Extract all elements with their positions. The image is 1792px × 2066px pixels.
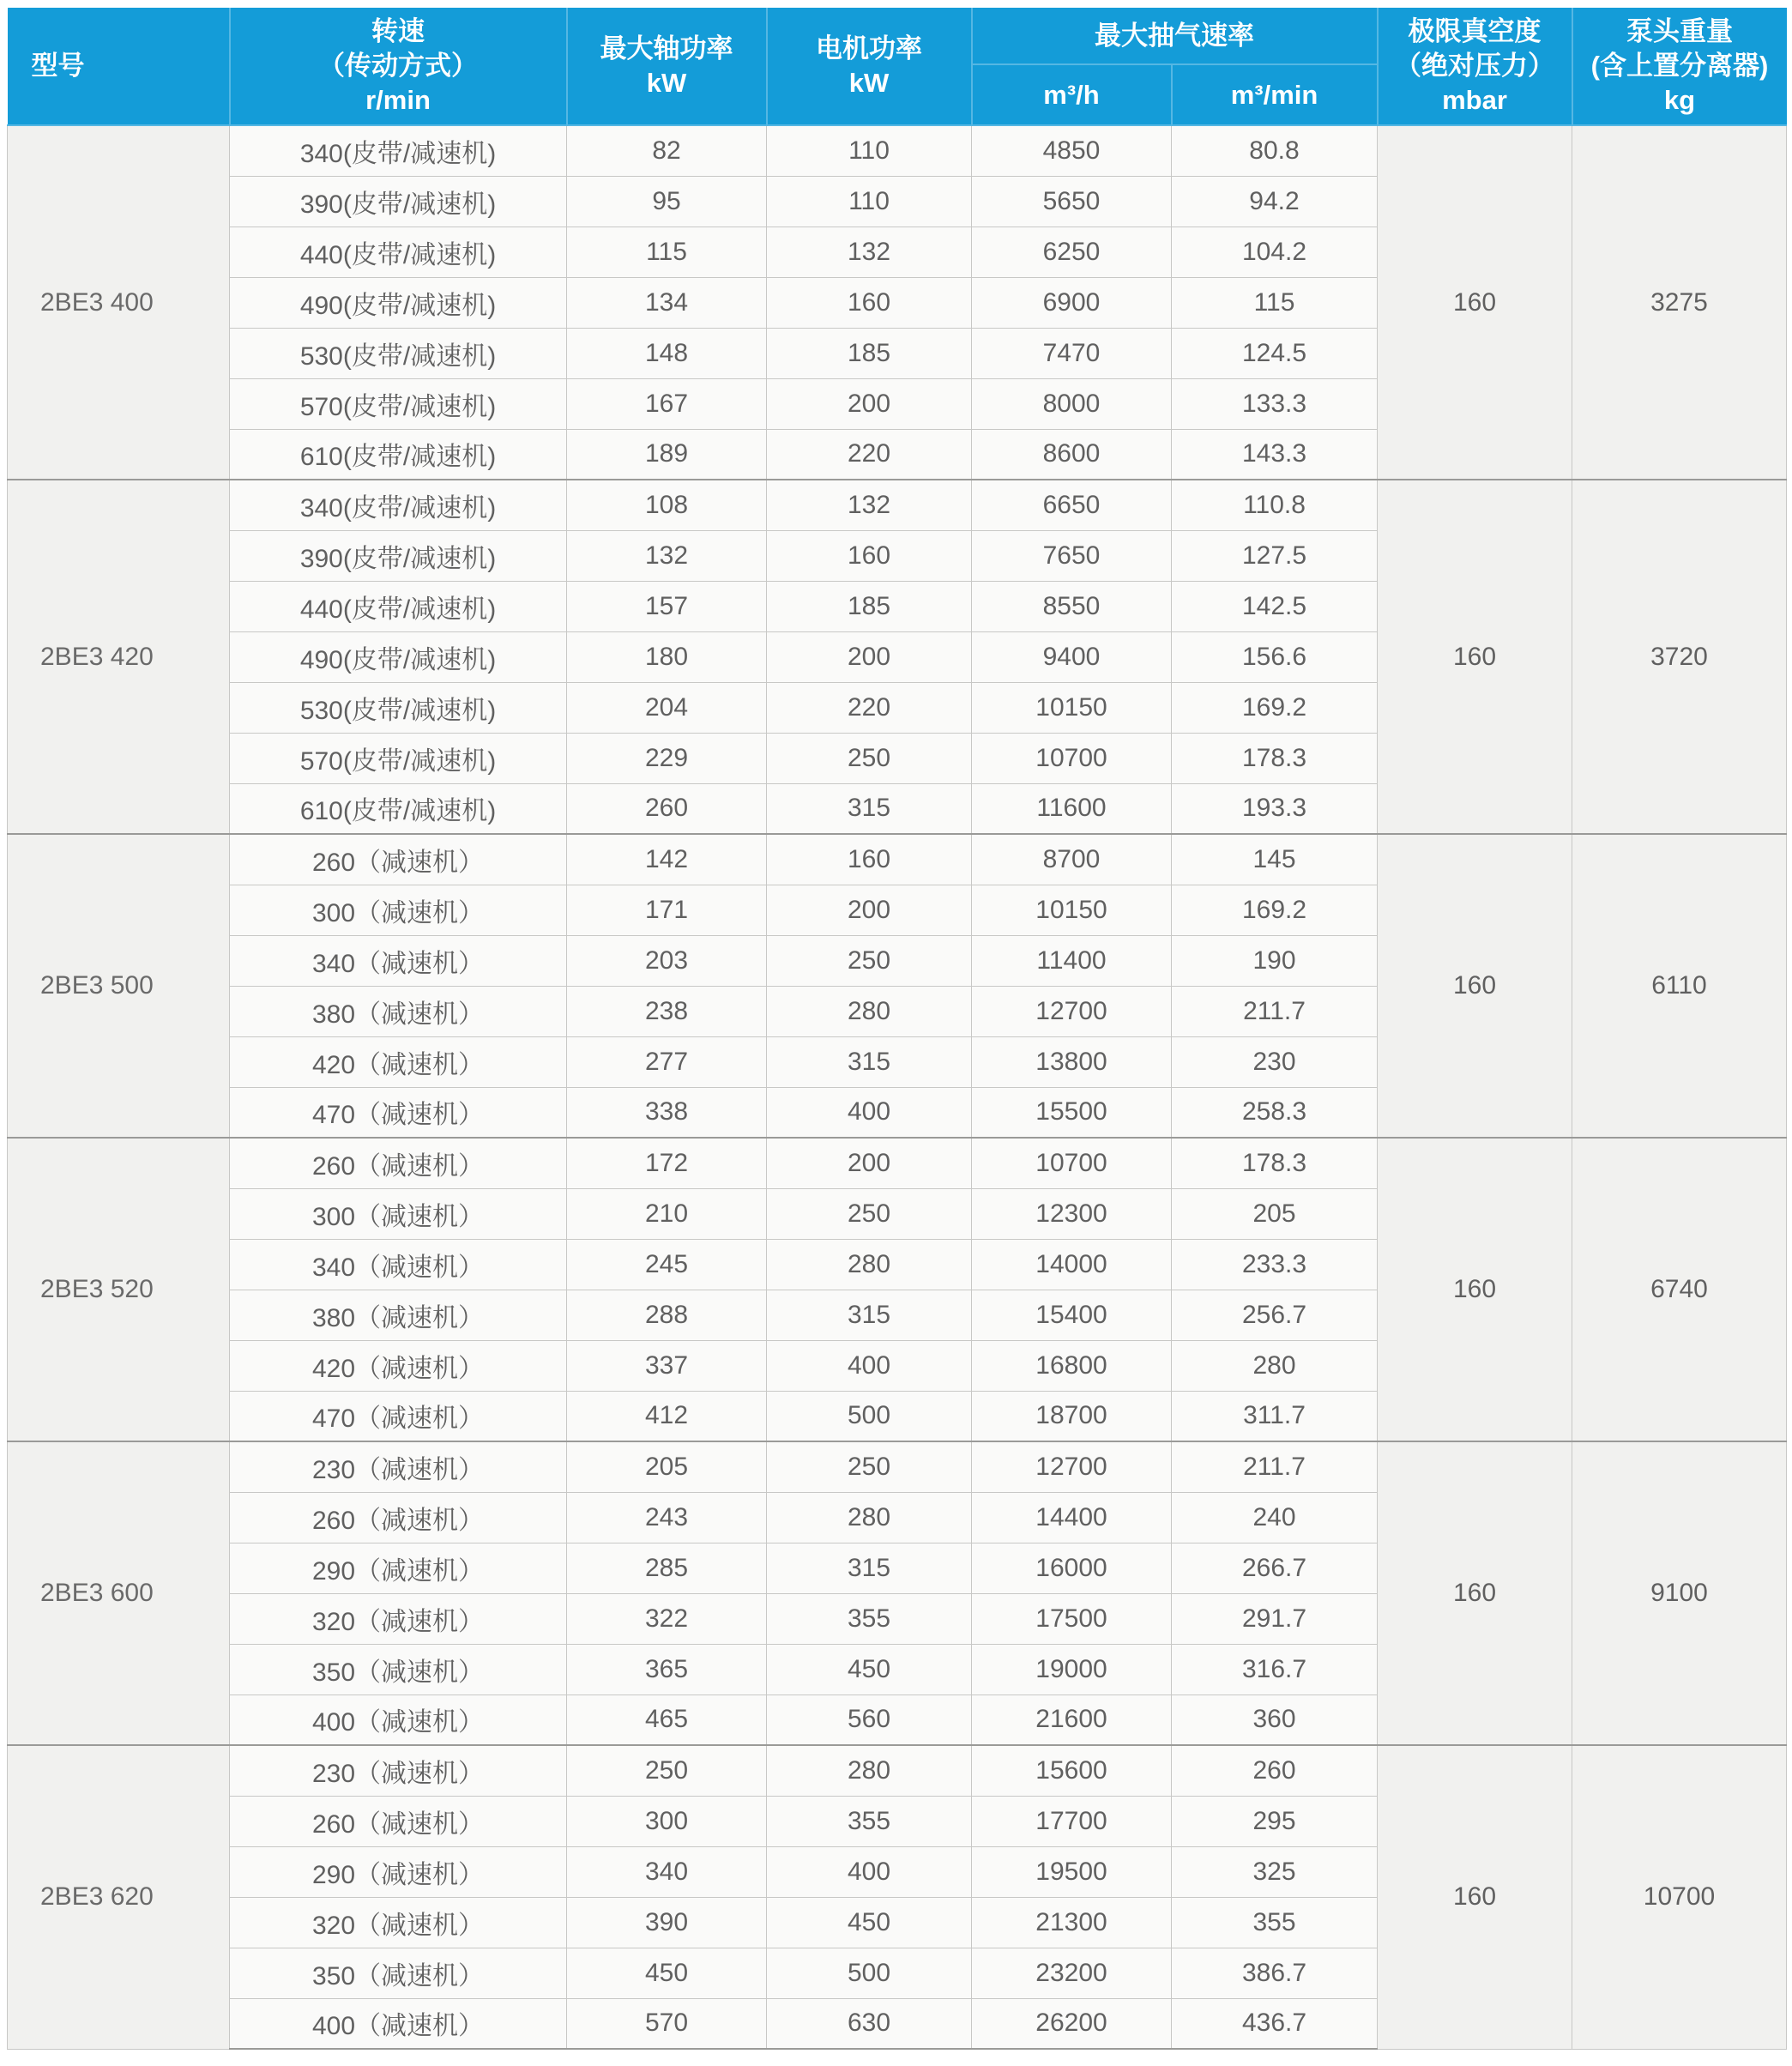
header-speed xyxy=(230,8,567,125)
speed-cell: 570(皮带/减速机) xyxy=(230,733,567,783)
vacuum-cell: 160 xyxy=(1378,1441,1572,1745)
motor-power-cell: 450 xyxy=(767,1644,972,1694)
shaft-power-cell: 95 xyxy=(567,176,767,227)
shaft-power-cell: 229 xyxy=(567,733,767,783)
header-m3min: m³/min xyxy=(1172,64,1378,125)
shaft-power-cell: 337 xyxy=(567,1340,767,1391)
header-pumping-rate: 最大抽气速率 xyxy=(972,8,1378,64)
m3min-cell: 256.7 xyxy=(1172,1290,1378,1340)
speed-cell: 470（减速机） xyxy=(230,1391,567,1441)
speed-cell: 340(皮带/减速机) xyxy=(230,480,567,530)
motor-power-cell: 250 xyxy=(767,1188,972,1239)
speed-cell: 400（减速机） xyxy=(230,1998,567,2049)
motor-power-cell: 250 xyxy=(767,935,972,986)
shaft-power-cell: 82 xyxy=(567,125,767,176)
motor-power-cell: 355 xyxy=(767,1593,972,1644)
m3h-cell: 15500 xyxy=(972,1087,1172,1138)
table-header xyxy=(8,8,1787,125)
m3h-cell: 7470 xyxy=(972,328,1172,378)
motor-power-cell: 400 xyxy=(767,1846,972,1897)
shaft-power-cell: 260 xyxy=(567,783,767,834)
vacuum-cell: 160 xyxy=(1378,834,1572,1138)
m3min-cell: 142.5 xyxy=(1172,581,1378,631)
m3min-cell: 325 xyxy=(1172,1846,1378,1897)
speed-cell: 570(皮带/减速机) xyxy=(230,378,567,429)
m3min-cell: 436.7 xyxy=(1172,1998,1378,2049)
motor-power-cell: 630 xyxy=(767,1998,972,2049)
table-body xyxy=(8,125,1787,2049)
m3min-cell: 80.8 xyxy=(1172,125,1378,176)
motor-power-cell: 315 xyxy=(767,1036,972,1087)
speed-cell: 440(皮带/减速机) xyxy=(230,581,567,631)
speed-cell: 290（减速机） xyxy=(230,1846,567,1897)
m3h-cell: 6900 xyxy=(972,277,1172,328)
m3h-cell: 10150 xyxy=(972,885,1172,935)
speed-cell: 300（减速机） xyxy=(230,885,567,935)
m3min-cell: 311.7 xyxy=(1172,1391,1378,1441)
m3min-cell: 94.2 xyxy=(1172,176,1378,227)
shaft-power-cell: 180 xyxy=(567,631,767,682)
shaft-power-cell: 285 xyxy=(567,1543,767,1593)
m3h-cell: 10700 xyxy=(972,1138,1172,1188)
m3h-cell: 11600 xyxy=(972,783,1172,834)
motor-power-cell: 315 xyxy=(767,1290,972,1340)
motor-power-cell: 132 xyxy=(767,227,972,277)
shaft-power-cell: 205 xyxy=(567,1441,767,1492)
m3min-cell: 133.3 xyxy=(1172,378,1378,429)
table-row xyxy=(8,834,1787,885)
speed-cell: 340(皮带/减速机) xyxy=(230,125,567,176)
speed-cell: 610(皮带/减速机) xyxy=(230,429,567,480)
m3h-cell: 19500 xyxy=(972,1846,1172,1897)
speed-cell: 350（减速机） xyxy=(230,1948,567,1998)
shaft-power-cell: 132 xyxy=(567,530,767,581)
m3min-cell: 124.5 xyxy=(1172,328,1378,378)
m3min-cell: 178.3 xyxy=(1172,733,1378,783)
header-motor-power xyxy=(767,8,972,125)
speed-cell: 260（减速机） xyxy=(230,1796,567,1846)
m3min-cell: 258.3 xyxy=(1172,1087,1378,1138)
motor-power-cell: 200 xyxy=(767,378,972,429)
motor-power-cell: 560 xyxy=(767,1694,972,1745)
spec-table xyxy=(7,8,1787,2050)
m3min-cell: 104.2 xyxy=(1172,227,1378,277)
m3h-cell: 17700 xyxy=(972,1796,1172,1846)
m3h-cell: 6250 xyxy=(972,227,1172,277)
motor-power-cell: 220 xyxy=(767,429,972,480)
m3min-cell: 193.3 xyxy=(1172,783,1378,834)
m3h-cell: 10700 xyxy=(972,733,1172,783)
model-cell: 2BE3 500 xyxy=(8,834,230,1138)
shaft-power-cell: 390 xyxy=(567,1897,767,1948)
shaft-power-cell: 157 xyxy=(567,581,767,631)
motor-power-cell: 200 xyxy=(767,1138,972,1188)
speed-cell: 290（减速机） xyxy=(230,1543,567,1593)
m3h-cell: 8000 xyxy=(972,378,1172,429)
model-cell: 2BE3 400 xyxy=(8,125,230,480)
m3h-cell: 26200 xyxy=(972,1998,1172,2049)
speed-cell: 380（减速机） xyxy=(230,986,567,1036)
speed-cell: 320（减速机） xyxy=(230,1593,567,1644)
motor-power-cell: 315 xyxy=(767,1543,972,1593)
m3min-cell: 230 xyxy=(1172,1036,1378,1087)
shaft-power-cell: 142 xyxy=(567,834,767,885)
shaft-power-cell: 203 xyxy=(567,935,767,986)
shaft-power-cell: 243 xyxy=(567,1492,767,1543)
m3h-cell: 12300 xyxy=(972,1188,1172,1239)
header-shaft-power xyxy=(567,8,767,125)
motor-power-cell: 160 xyxy=(767,530,972,581)
table-row xyxy=(8,480,1787,530)
shaft-power-cell: 570 xyxy=(567,1998,767,2049)
shaft-power-cell: 465 xyxy=(567,1694,767,1745)
speed-cell: 530(皮带/减速机) xyxy=(230,682,567,733)
m3min-cell: 178.3 xyxy=(1172,1138,1378,1188)
m3min-cell: 295 xyxy=(1172,1796,1378,1846)
speed-cell: 490(皮带/减速机) xyxy=(230,631,567,682)
m3min-cell: 291.7 xyxy=(1172,1593,1378,1644)
m3min-cell: 280 xyxy=(1172,1340,1378,1391)
motor-power-cell: 250 xyxy=(767,733,972,783)
m3h-cell: 11400 xyxy=(972,935,1172,986)
motor-power-cell: 160 xyxy=(767,277,972,328)
speed-cell: 400（减速机） xyxy=(230,1694,567,1745)
header-model: 型号 xyxy=(8,8,230,125)
shaft-power-cell: 238 xyxy=(567,986,767,1036)
weight-cell: 6740 xyxy=(1572,1138,1787,1441)
speed-cell: 420（减速机） xyxy=(230,1036,567,1087)
m3h-cell: 6650 xyxy=(972,480,1172,530)
weight-cell: 9100 xyxy=(1572,1441,1787,1745)
shaft-power-cell: 108 xyxy=(567,480,767,530)
m3h-cell: 16800 xyxy=(972,1340,1172,1391)
m3h-cell: 14400 xyxy=(972,1492,1172,1543)
shaft-power-cell: 322 xyxy=(567,1593,767,1644)
speed-cell: 530(皮带/减速机) xyxy=(230,328,567,378)
motor-power-cell: 220 xyxy=(767,682,972,733)
header-speed-line3: r/min xyxy=(365,85,431,115)
m3h-cell: 12700 xyxy=(972,986,1172,1036)
shaft-power-cell: 172 xyxy=(567,1138,767,1188)
model-cell: 2BE3 600 xyxy=(8,1441,230,1745)
header-weight xyxy=(1572,8,1787,125)
shaft-power-cell: 171 xyxy=(567,885,767,935)
speed-cell: 320（减速机） xyxy=(230,1897,567,1948)
shaft-power-cell: 340 xyxy=(567,1846,767,1897)
shaft-power-cell: 288 xyxy=(567,1290,767,1340)
header-weight-unit: kg xyxy=(1663,85,1696,115)
m3min-cell: 145 xyxy=(1172,834,1378,885)
motor-power-cell: 185 xyxy=(767,581,972,631)
m3h-cell: 21300 xyxy=(972,1897,1172,1948)
motor-power-cell: 132 xyxy=(767,480,972,530)
header-vacuum-unit: mbar xyxy=(1442,85,1507,115)
model-cell: 2BE3 620 xyxy=(8,1745,230,2049)
m3min-cell: 316.7 xyxy=(1172,1644,1378,1694)
m3h-cell: 23200 xyxy=(972,1948,1172,1998)
vacuum-cell: 160 xyxy=(1378,1138,1572,1441)
shaft-power-cell: 450 xyxy=(567,1948,767,1998)
speed-cell: 230（减速机） xyxy=(230,1441,567,1492)
m3h-cell: 8700 xyxy=(972,834,1172,885)
speed-cell: 340（减速机） xyxy=(230,1239,567,1290)
header-m3h: m³/h xyxy=(972,64,1172,125)
shaft-power-cell: 148 xyxy=(567,328,767,378)
motor-power-cell: 500 xyxy=(767,1391,972,1441)
header-speed-line1: 转速 xyxy=(371,16,425,46)
m3min-cell: 190 xyxy=(1172,935,1378,986)
shaft-power-cell: 277 xyxy=(567,1036,767,1087)
speed-cell: 390(皮带/减速机) xyxy=(230,530,567,581)
speed-cell: 350（减速机） xyxy=(230,1644,567,1694)
motor-power-cell: 280 xyxy=(767,1239,972,1290)
m3min-cell: 169.2 xyxy=(1172,885,1378,935)
m3h-cell: 5650 xyxy=(972,176,1172,227)
motor-power-cell: 400 xyxy=(767,1087,972,1138)
motor-power-cell: 500 xyxy=(767,1948,972,1998)
shaft-power-cell: 204 xyxy=(567,682,767,733)
header-speed-line2: （传动方式） xyxy=(318,51,478,81)
m3h-cell: 21600 xyxy=(972,1694,1172,1745)
model-cell: 2BE3 420 xyxy=(8,480,230,834)
table-row xyxy=(8,1745,1787,1796)
m3min-cell: 205 xyxy=(1172,1188,1378,1239)
speed-cell: 260（减速机） xyxy=(230,1492,567,1543)
header-motor-power-line1: 电机功率 xyxy=(816,33,922,63)
m3min-cell: 355 xyxy=(1172,1897,1378,1948)
shaft-power-cell: 365 xyxy=(567,1644,767,1694)
model-cell: 2BE3 520 xyxy=(8,1138,230,1441)
header-shaft-power-line1: 最大轴功率 xyxy=(600,33,733,63)
weight-cell: 10700 xyxy=(1572,1745,1787,2049)
shaft-power-cell: 189 xyxy=(567,429,767,480)
m3h-cell: 8600 xyxy=(972,429,1172,480)
shaft-power-cell: 115 xyxy=(567,227,767,277)
shaft-power-cell: 245 xyxy=(567,1239,767,1290)
speed-cell: 610(皮带/减速机) xyxy=(230,783,567,834)
shaft-power-cell: 300 xyxy=(567,1796,767,1846)
m3min-cell: 386.7 xyxy=(1172,1948,1378,1998)
motor-power-cell: 110 xyxy=(767,176,972,227)
header-motor-power-unit: kW xyxy=(848,68,890,98)
speed-cell: 260（减速机） xyxy=(230,834,567,885)
shaft-power-cell: 167 xyxy=(567,378,767,429)
weight-cell: 6110 xyxy=(1572,834,1787,1138)
m3h-cell: 16000 xyxy=(972,1543,1172,1593)
m3min-cell: 211.7 xyxy=(1172,1441,1378,1492)
shaft-power-cell: 134 xyxy=(567,277,767,328)
m3min-cell: 169.2 xyxy=(1172,682,1378,733)
motor-power-cell: 315 xyxy=(767,783,972,834)
m3min-cell: 240 xyxy=(1172,1492,1378,1543)
speed-cell: 490(皮带/减速机) xyxy=(230,277,567,328)
table-row xyxy=(8,1138,1787,1188)
motor-power-cell: 250 xyxy=(767,1441,972,1492)
motor-power-cell: 160 xyxy=(767,834,972,885)
vacuum-cell: 160 xyxy=(1378,125,1572,480)
weight-cell: 3720 xyxy=(1572,480,1787,834)
shaft-power-cell: 210 xyxy=(567,1188,767,1239)
header-vacuum-line1: 极限真空度 xyxy=(1408,16,1542,46)
m3min-cell: 110.8 xyxy=(1172,480,1378,530)
motor-power-cell: 400 xyxy=(767,1340,972,1391)
m3h-cell: 8550 xyxy=(972,581,1172,631)
motor-power-cell: 200 xyxy=(767,885,972,935)
m3h-cell: 18700 xyxy=(972,1391,1172,1441)
speed-cell: 420（减速机） xyxy=(230,1340,567,1391)
m3min-cell: 211.7 xyxy=(1172,986,1378,1036)
m3min-cell: 156.6 xyxy=(1172,631,1378,682)
m3min-cell: 127.5 xyxy=(1172,530,1378,581)
motor-power-cell: 355 xyxy=(767,1796,972,1846)
speed-cell: 340（减速机） xyxy=(230,935,567,986)
vacuum-cell: 160 xyxy=(1378,480,1572,834)
m3h-cell: 14000 xyxy=(972,1239,1172,1290)
m3h-cell: 10150 xyxy=(972,682,1172,733)
m3h-cell: 19000 xyxy=(972,1644,1172,1694)
header-weight-line1: 泵头重量 xyxy=(1626,16,1733,46)
m3min-cell: 360 xyxy=(1172,1694,1378,1745)
shaft-power-cell: 250 xyxy=(567,1745,767,1796)
m3h-cell: 15400 xyxy=(972,1290,1172,1340)
m3min-cell: 266.7 xyxy=(1172,1543,1378,1593)
shaft-power-cell: 412 xyxy=(567,1391,767,1441)
header-vacuum xyxy=(1378,8,1572,125)
speed-cell: 390(皮带/减速机) xyxy=(230,176,567,227)
motor-power-cell: 280 xyxy=(767,1492,972,1543)
header-vacuum-line2: （绝对压力） xyxy=(1395,51,1554,81)
m3min-cell: 233.3 xyxy=(1172,1239,1378,1290)
motor-power-cell: 185 xyxy=(767,328,972,378)
speed-cell: 300（减速机） xyxy=(230,1188,567,1239)
header-shaft-power-unit: kW xyxy=(646,68,687,98)
m3h-cell: 17500 xyxy=(972,1593,1172,1644)
m3h-cell: 15600 xyxy=(972,1745,1172,1796)
speed-cell: 470（减速机） xyxy=(230,1087,567,1138)
speed-cell: 230（减速机） xyxy=(230,1745,567,1796)
speed-cell: 380（减速机） xyxy=(230,1290,567,1340)
table-row xyxy=(8,125,1787,176)
m3min-cell: 143.3 xyxy=(1172,429,1378,480)
speed-cell: 260（减速机） xyxy=(230,1138,567,1188)
m3h-cell: 12700 xyxy=(972,1441,1172,1492)
m3min-cell: 115 xyxy=(1172,277,1378,328)
m3h-cell: 7650 xyxy=(972,530,1172,581)
weight-cell: 3275 xyxy=(1572,125,1787,480)
shaft-power-cell: 338 xyxy=(567,1087,767,1138)
header-weight-line2: (含上置分离器) xyxy=(1590,51,1769,81)
motor-power-cell: 110 xyxy=(767,125,972,176)
m3h-cell: 13800 xyxy=(972,1036,1172,1087)
vacuum-cell: 160 xyxy=(1378,1745,1572,2049)
header-row-main xyxy=(8,8,1787,64)
motor-power-cell: 280 xyxy=(767,1745,972,1796)
motor-power-cell: 450 xyxy=(767,1897,972,1948)
m3h-cell: 4850 xyxy=(972,125,1172,176)
m3h-cell: 9400 xyxy=(972,631,1172,682)
speed-cell: 440(皮带/减速机) xyxy=(230,227,567,277)
m3min-cell: 260 xyxy=(1172,1745,1378,1796)
motor-power-cell: 200 xyxy=(767,631,972,682)
table-row xyxy=(8,1441,1787,1492)
motor-power-cell: 280 xyxy=(767,986,972,1036)
